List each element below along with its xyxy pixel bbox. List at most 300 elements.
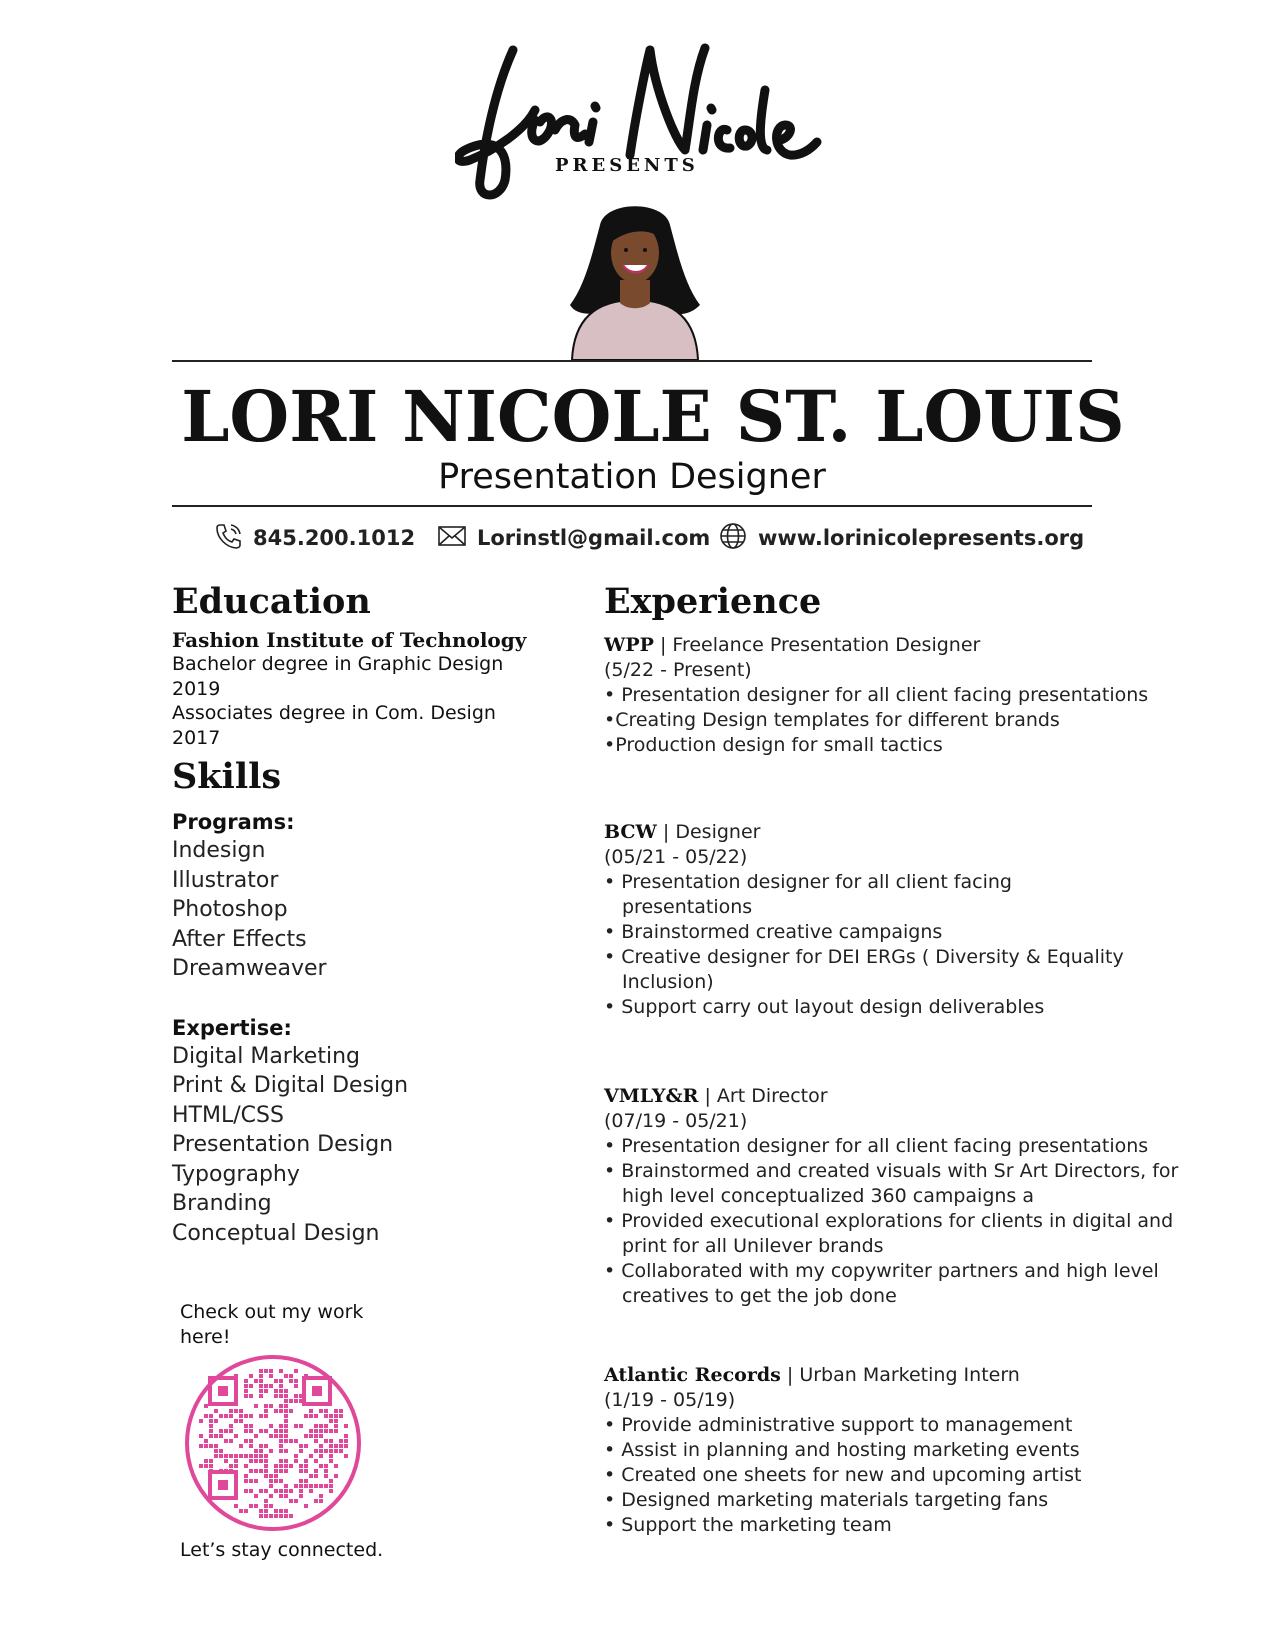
qr-module [244,1429,248,1433]
qr-module [294,1459,298,1463]
qr-module [209,1464,213,1468]
qr-module [304,1504,308,1508]
qr-module [294,1439,298,1443]
qr-module [259,1449,263,1453]
qr-module [299,1464,303,1468]
qr-module [314,1429,318,1433]
qr-module [289,1514,293,1518]
experience-heading: Experience [604,581,822,622]
qr-module [329,1484,333,1488]
qr-module [279,1469,283,1473]
qr-module [314,1414,318,1418]
qr-module [319,1454,323,1458]
qr-module [284,1449,288,1453]
qr-module [209,1459,213,1463]
qr-module [324,1439,328,1443]
qr-module [254,1504,258,1508]
qr-module [324,1414,328,1418]
qr-module [279,1379,283,1383]
program-item: Photoshop [172,897,288,922]
qr-module [334,1419,338,1423]
qr-module [329,1429,333,1433]
qr-module [314,1474,318,1478]
qr-module [259,1389,263,1393]
expertise-item: Digital Marketing [172,1043,360,1069]
qr-module [264,1369,268,1373]
job-bullet: • Created one sheets for new and upcoming artist [604,1464,1082,1486]
qr-module [309,1484,313,1488]
qr-module [289,1489,293,1493]
qr-module [214,1419,218,1423]
phone-number: 845.200.1012 [253,526,416,550]
qr-module [214,1409,218,1413]
qr-module [204,1444,208,1448]
qr-module [259,1429,263,1433]
job-entry-vmlyr [604,1084,1179,1309]
qr-module [219,1434,223,1438]
qr-module [264,1469,268,1473]
qr-module [229,1454,233,1458]
qr-module [254,1454,258,1458]
header-top-rule [172,360,1092,362]
qr-module [284,1434,288,1438]
qr-module [284,1404,288,1408]
qr-module [234,1459,238,1463]
qr-module [284,1464,288,1468]
job-bullet: • Presentation designer for all client facing presentations [604,1135,1149,1157]
program-item: Dreamweaver [172,956,327,981]
qr-module [209,1434,213,1438]
qr-footer-text: Let’s stay connected. [180,1539,384,1561]
qr-ring [187,1357,359,1529]
qr-module [264,1414,268,1418]
qr-module [259,1374,263,1378]
qr-module [254,1449,258,1453]
qr-module [279,1464,283,1468]
qr-module [309,1454,313,1458]
qr-module [244,1389,248,1393]
qr-module [264,1509,268,1513]
qr-module [234,1409,238,1413]
qr-module [249,1444,253,1448]
qr-module [279,1369,283,1373]
qr-module [329,1449,333,1453]
qr-module [249,1414,253,1418]
expertise-item: Conceptual Design [172,1220,380,1246]
qr-module [294,1379,298,1383]
qr-module [244,1509,248,1513]
qr-module [259,1444,263,1448]
qr-module [249,1504,253,1508]
person-name: LORI NICOLE ST. LOUIS [181,375,1125,458]
qr-module [299,1489,303,1493]
qr-module [274,1389,278,1393]
qr-module [259,1384,263,1388]
qr-module [289,1464,293,1468]
qr-module [259,1489,263,1493]
qr-module [219,1414,223,1418]
qr-module [284,1459,288,1463]
qr-call-to-action: Check out my work here! [180,1301,364,1348]
qr-module [204,1414,208,1418]
qr-module [209,1424,213,1428]
expertise-item: Print & Digital Design [172,1073,409,1098]
expertise-item: Presentation Design [172,1132,394,1157]
qr-module [334,1474,338,1478]
qr-module [314,1459,318,1463]
qr-module [264,1514,268,1518]
qr-module [274,1469,278,1473]
qr-module [274,1489,278,1493]
qr-module [259,1414,263,1418]
qr-module [204,1459,208,1463]
qr-module [199,1419,203,1423]
qr-module [314,1424,318,1428]
qr-module [279,1444,283,1448]
qr-module [239,1454,243,1458]
contact-phone[interactable] [213,523,415,553]
qr-module [324,1424,328,1428]
qr-module [279,1384,283,1388]
qr-module [234,1454,238,1458]
qr-module [274,1509,278,1513]
qr-module [284,1469,288,1473]
qr-module [339,1414,343,1418]
qr-module [284,1509,288,1513]
qr-module [324,1474,328,1478]
qr-module [239,1444,243,1448]
qr-module [289,1379,293,1383]
qr-module [329,1454,333,1458]
qr-module [284,1389,288,1393]
qr-module [299,1469,303,1473]
expertise-item: Branding [172,1191,272,1216]
qr-module [344,1439,348,1443]
qr-module [304,1464,308,1468]
qr-module [289,1399,293,1403]
qr-module [274,1429,278,1433]
education-line: Associates degree in Com. Design [172,702,496,724]
qr-module [284,1514,288,1518]
qr-module [264,1409,268,1413]
qr-module [299,1449,303,1453]
qr-module [199,1464,203,1468]
header-bottom-rule [172,505,1092,507]
qr-module [284,1424,288,1428]
qr-module [229,1429,233,1433]
qr-module [204,1464,208,1468]
job-bullet: •Creating Design templates for different brands [604,709,1060,731]
qr-module [249,1489,253,1493]
qr-module [264,1404,268,1408]
globe-icon [718,521,758,556]
job-header: Atlantic Records | Urban Marketing Intern [604,1364,1020,1386]
qr-module [229,1464,233,1468]
education-block [172,628,592,750]
qr-module [294,1499,298,1503]
qr-module [304,1444,308,1448]
qr-module [269,1369,273,1373]
qr-module [259,1394,263,1398]
qr-module [279,1434,283,1438]
qr-module [289,1409,293,1413]
qr-module [269,1504,273,1508]
qr-module [244,1464,248,1468]
qr-module [324,1449,328,1453]
qr-module [214,1454,218,1458]
qr-module [254,1469,258,1473]
qr-module [249,1384,253,1388]
qr-module [254,1379,258,1383]
qr-module [224,1414,228,1418]
phone-icon [213,521,253,556]
qr-module [339,1409,343,1413]
qr-module [219,1454,223,1458]
qr-module [314,1469,318,1473]
qr-module [299,1494,303,1498]
qr-module [264,1384,268,1388]
qr-module [269,1479,273,1483]
qr-module [274,1474,278,1478]
qr-module [284,1394,288,1398]
qr-module [284,1409,288,1413]
qr-module [199,1444,203,1448]
qr-module [239,1409,243,1413]
qr-module [234,1434,238,1438]
qr-module [329,1414,333,1418]
program-item: Illustrator [172,867,279,893]
job-bullet: • Brainstormed and created visuals with Sr Art Directors, for high level conceptualized 360 campaigns a [604,1160,1179,1207]
qr-module [254,1434,258,1438]
qr-module [309,1429,313,1433]
job-entry-atlantic [604,1363,1184,1538]
qr-module [284,1494,288,1498]
qr-module [304,1484,308,1488]
qr-module [319,1409,323,1413]
qr-module [224,1439,228,1443]
qr-module [299,1424,303,1428]
job-bullet: • Presentation designer for all client facing presentations [604,871,1012,918]
qr-module [289,1374,293,1378]
qr-module [289,1499,293,1503]
website-url: www.lorinicolepresents.org [758,526,1085,550]
qr-module [279,1389,283,1393]
qr-module [304,1414,308,1418]
qr-module [249,1454,253,1458]
qr-module [224,1429,228,1433]
qr-module [284,1419,288,1423]
qr-module [244,1424,248,1428]
qr-module [254,1404,258,1408]
qr-module [314,1499,318,1503]
email-address: Lorinstl@gmail.com [477,526,711,550]
program-item: Indesign [172,838,266,863]
qr-module [314,1484,318,1488]
avatar-illustration [560,195,710,360]
qr-module [279,1514,283,1518]
logo-subtitle: PRESENTS [555,155,699,176]
company-name: BCW [604,821,657,843]
qr-module [274,1464,278,1468]
qr-module [244,1454,248,1458]
qr-module [254,1494,258,1498]
job-entry-bcw [604,820,1124,1020]
qr-module [254,1479,258,1483]
qr-module [269,1484,273,1488]
qr-module [314,1449,318,1453]
qr-module [244,1439,248,1443]
job-dates: (07/19 - 05/21) [604,1110,748,1132]
qr-module [299,1444,303,1448]
qr-module [324,1429,328,1433]
contact-email[interactable] [437,523,710,553]
qr-module [234,1464,238,1468]
qr-module [274,1394,278,1398]
education-heading: Education [172,581,371,622]
qr-module [264,1459,268,1463]
qr-module [264,1489,268,1493]
job-bullet: • Provide administrative support to management [604,1414,1073,1436]
qr-module [259,1509,263,1513]
qr-module [229,1439,233,1443]
qr-module [304,1434,308,1438]
qr-module [319,1494,323,1498]
qr-module [274,1434,278,1438]
job-bullet: •Production design for small tactics [604,734,943,756]
qr-module [269,1449,273,1453]
qr-module [269,1424,273,1428]
qr-module [329,1419,333,1423]
qr-module [309,1414,313,1418]
contact-website[interactable] [718,523,1084,553]
qr-module [279,1409,283,1413]
qr-module [309,1489,313,1493]
job-bullet: • Creative designer for DEI ERGs ( Diversity & Equality Inclusion) [604,946,1124,993]
qr-module [229,1424,233,1428]
qr-module [239,1414,243,1418]
qr-module [319,1444,323,1448]
qr-module [324,1469,328,1473]
qr-module [314,1434,318,1438]
qr-module [249,1469,253,1473]
qr-module [259,1379,263,1383]
qr-module [334,1464,338,1468]
qr-module [249,1439,253,1443]
qr-module [279,1459,283,1463]
qr-module [214,1449,218,1453]
skills-heading: Skills [172,756,282,797]
job-bullet: • Collaborated with my copywriter partners and high level creatives to get the job done [604,1260,1159,1307]
qr-module [324,1464,328,1468]
qr-module [319,1499,323,1503]
qr-module [294,1394,298,1398]
qr-module [224,1454,228,1458]
qr-module [329,1459,333,1463]
qr-module [344,1454,348,1458]
job-bullet: • Support carry out layout design deliverables [604,996,1045,1018]
qr-module [319,1429,323,1433]
qr-module [264,1429,268,1433]
skills-block [172,808,572,1248]
qr-module [344,1424,348,1428]
qr-module [239,1509,243,1513]
company-name: Atlantic Records [604,1364,781,1386]
qr-module [279,1479,283,1483]
job-role: Designer [675,821,761,843]
qr-module [259,1459,263,1463]
qr-module [229,1409,233,1413]
company-name: WPP [604,634,654,656]
qr-module [199,1434,203,1438]
qr-module [319,1434,323,1438]
qr-module [294,1484,298,1488]
qr-module [279,1494,283,1498]
qr-module [284,1414,288,1418]
qr-module [209,1429,213,1433]
qr-module [224,1459,228,1463]
qr-module [324,1409,328,1413]
education-line: Bachelor degree in Graphic Design [172,653,504,675]
job-role: Freelance Presentation Designer [672,634,981,656]
qr-module [334,1409,338,1413]
expertise-item: HTML/CSS [172,1102,284,1128]
qr-module [259,1469,263,1473]
qr-module [284,1399,288,1403]
qr-module [344,1434,348,1438]
qr-module [279,1489,283,1493]
qr-module [279,1424,283,1428]
qr-module [209,1419,213,1423]
qr-module [294,1369,298,1373]
qr-module [269,1404,273,1408]
qr-module [284,1429,288,1433]
qr-module [259,1454,263,1458]
qr-module [334,1449,338,1453]
qr-module [244,1479,248,1483]
qr-module [309,1434,313,1438]
job-entry-wpp [604,633,1184,758]
qr-module [249,1374,253,1378]
qr-module [249,1429,253,1433]
qr-module [319,1424,323,1428]
qr-module [319,1484,323,1488]
qr-module [329,1479,333,1483]
qr-code[interactable] [180,1350,366,1536]
qr-module [264,1454,268,1458]
qr-module [269,1434,273,1438]
expertise-label: Expertise: [172,1015,292,1040]
qr-module [304,1459,308,1463]
qr-module [319,1464,323,1468]
qr-module [304,1479,308,1483]
qr-module [309,1409,313,1413]
qr-module [294,1384,298,1388]
qr-module [334,1429,338,1433]
qr-module [279,1394,283,1398]
qr-module [284,1484,288,1488]
qr-module [214,1434,218,1438]
qr-module [329,1444,333,1448]
qr-module [259,1369,263,1373]
qr-module [244,1489,248,1493]
qr-module [334,1414,338,1418]
qr-finder-inner [218,1386,228,1396]
qr-module [329,1439,333,1443]
qr-module [209,1444,213,1448]
qr-module [279,1439,283,1443]
qr-module [244,1474,248,1478]
qr-module [309,1474,313,1478]
